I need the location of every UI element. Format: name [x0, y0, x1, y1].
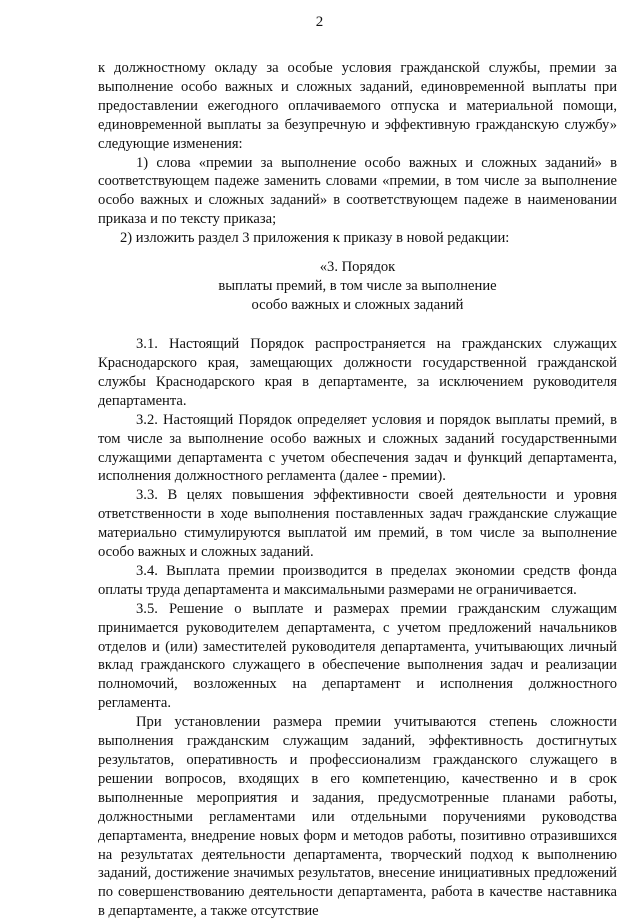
document-body	[98, 59, 617, 921]
page-number: 2	[315, 14, 324, 30]
paragraph-3-4: 3.4. Выплата премии производится в пределах экономии средств фонда оплаты труда департамента и максимальными размерами не ограничивается.	[98, 562, 617, 598]
section-heading	[98, 258, 617, 315]
paragraph-criteria: При установлении размера премии учитываются степень сложности выполнения гражданским служащим заданий, эффективность достигнутых результатов, оперативность и профессионализм гражданского служащего в решении вопросов, входящих в его компетенцию, качественно и в срок выполненные мероприятия и задания, предусмотренные планами работы, должностными регламентами или отдельными поручениями руководства департамента, внедрение новых форм и методов работы, позитивно отразившихся на результатах деятельности департамента, творческий подход к выполнению заданий, достижение значимых результатов, внесение инициативных предложений по совершенствованию деятельности департамента, работа в качестве наставника в департаменте, а также отсутствие	[98, 714, 617, 920]
paragraph-3-2: 3.2. Настоящий Порядок определяет условия и порядок выплаты премий, в том числе за выполнение особо важных и сложных заданий государственными служащими департамента с учетом обеспечения задач и функций департамента, исполнения должностного регламента (далее - премии).	[98, 411, 617, 485]
heading-line-1: «3. Порядок	[319, 259, 396, 276]
paragraph-3-5: 3.5. Решение о выплате и размерах премии гражданским служащим принимается руководителем департамента, с учетом предложений начальников отделов и (или) заместителей руководителя департамента, учитывающих личный вклад гражданского служащего в обеспечение выполнения задач и реализации полномочий, возложенных на департамент и исполнения должностного регламента.	[98, 600, 617, 712]
item-2-paragraph: 2) изложить раздел 3 приложения к приказу в новой редакции:	[120, 230, 510, 247]
heading-line-3: особо важных и сложных заданий	[251, 297, 464, 314]
heading-line-2: выплаты премий, в том числе за выполнение	[218, 278, 497, 295]
intro-paragraph: к должностному окладу за особые условия гражданской службы, премии за выполнение особо важных и сложных заданий, единовременной выплаты при предоставлении ежегодного оплачиваемого отпуска и материальной помощи, единовременной выплаты за безупречную и эффективную гражданскую службу» следующие изменения:	[98, 60, 617, 152]
item-1-paragraph: 1) слова «премии за выполнение особо важных и сложных заданий» в соответствующем падеже заменить словами «премии, в том числе за выполнение особо важных и сложных заданий» в соответствующем падеже в наименовании приказа и по тексту приказа;	[98, 154, 617, 228]
paragraph-3-3: 3.3. В целях повышения эффективности своей деятельности и уровня ответственности в ходе выполнения поставленных задач гражданские служащие материально стимулируются выплатой им премий, в том числе за выполнение особо важных и сложных заданий.	[98, 487, 617, 561]
paragraph-3-1: 3.1. Настоящий Порядок распространяется на гражданских служащих Краснодарского края, замещающих должности государственной гражданской службы Краснодарского края в департаменте, за исключением руководителя департамента.	[98, 336, 617, 409]
